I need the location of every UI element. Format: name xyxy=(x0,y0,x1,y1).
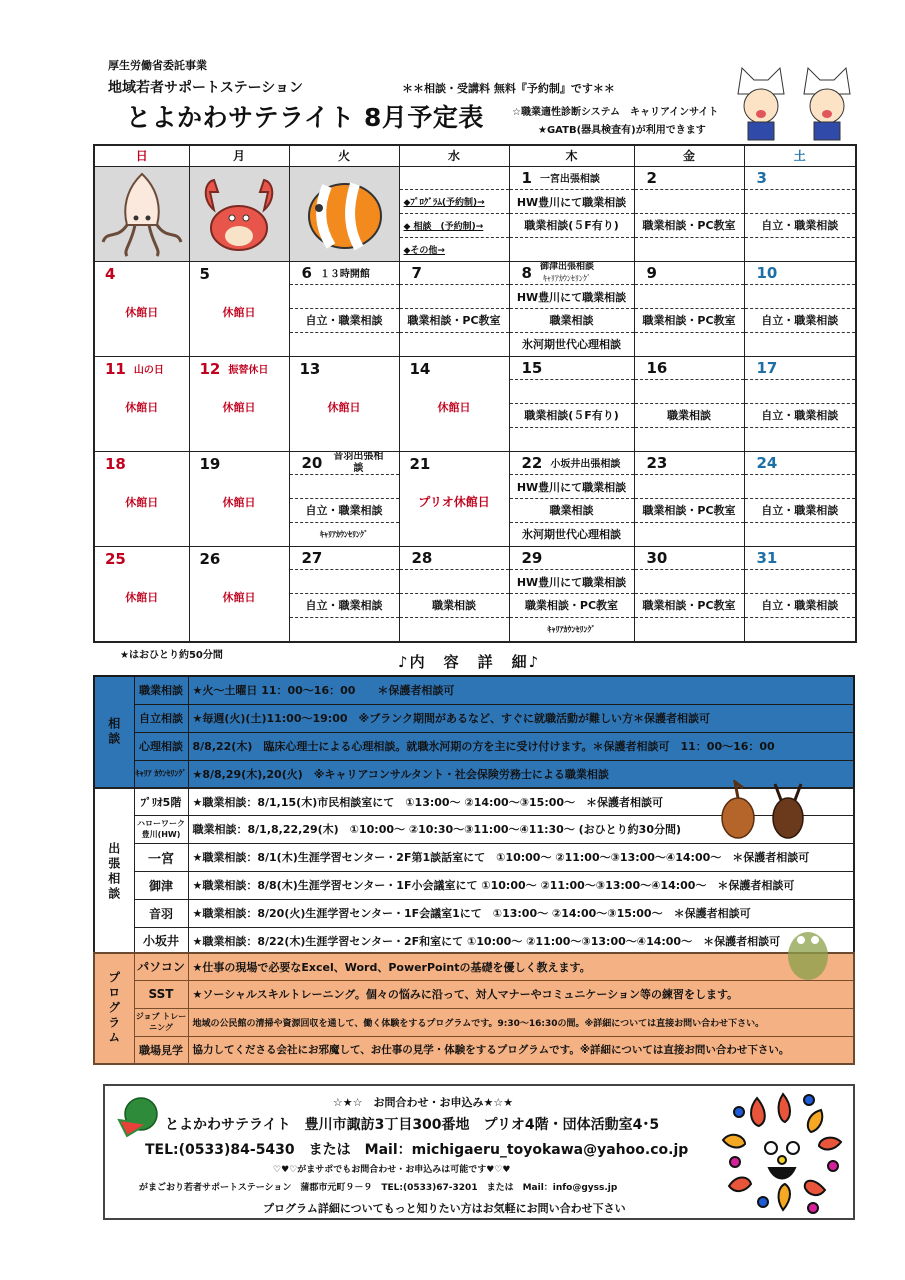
day-number: 6 xyxy=(301,263,312,282)
day-cell-11 xyxy=(95,357,189,451)
day-cell-15 xyxy=(510,357,634,451)
detail-row xyxy=(94,953,854,980)
day-slot xyxy=(745,427,856,451)
sponsor-label: 厚生労働省委託事業 xyxy=(108,59,207,72)
day-number: 28 xyxy=(411,548,433,567)
day-slot xyxy=(635,332,744,356)
week-row-5 xyxy=(94,546,856,642)
day-cell-9 xyxy=(635,262,744,356)
day-number: 14 xyxy=(409,359,431,378)
closed-label: 休館日 xyxy=(222,495,256,509)
day-slot xyxy=(635,522,744,546)
detail-label: ﾌﾟﾘｵ5階 xyxy=(134,788,188,815)
watermelon-icon xyxy=(117,1096,161,1138)
weekday-sat: 土 xyxy=(744,145,856,166)
day-slot xyxy=(745,617,856,641)
cat-mascots-icon xyxy=(732,64,860,142)
detail-text: 協力してくださる会社にお邪魔して、お仕事の見学・体験をするプログラムです。※詳細については直接お問い合わせ下さい。 xyxy=(188,1036,854,1064)
day-number: 22 xyxy=(521,453,543,472)
day-slot: 自立・職業相談 xyxy=(290,498,399,522)
day-slot: HW豊川にて職業相談 xyxy=(510,189,634,213)
day-slot xyxy=(745,284,856,308)
day-event-note: 小坂井出張相談 xyxy=(550,459,621,471)
holiday-name: 振替休日 xyxy=(228,365,269,376)
detail-text: ★火～土曜日 11：00～16：00 ＊保護者相談可 xyxy=(188,676,854,704)
day-number: 27 xyxy=(301,548,323,567)
day-cell-17 xyxy=(745,357,856,451)
details-title: ♪内 容 詳 細♪ xyxy=(398,653,541,671)
weekday-wed: 水 xyxy=(399,145,509,166)
detail-label: 自立相談 xyxy=(134,704,188,732)
day-slot xyxy=(635,237,744,261)
day-slot xyxy=(510,379,634,403)
day-slot xyxy=(745,237,856,261)
frog-icon xyxy=(783,926,833,984)
legend-program: ◆ﾌﾟﾛｸﾞﾗﾑ(予約制)→ xyxy=(400,189,509,213)
detail-text: ★職業相談：8/20(火)生涯学習センター・1F会議室1にて ①13:00～ ②14:00～③15:00～ ＊保護者相談可 xyxy=(188,899,854,927)
day-slot: ｷｬﾘｱｶｳﾝｾﾘﾝｸﾞ xyxy=(290,522,399,546)
beetles-icon xyxy=(713,780,813,842)
gatb-note-text: ★GATB(器具検査有)が利用できます xyxy=(538,125,706,136)
day-event-note: 音羽出張相談 xyxy=(333,451,384,474)
day-number: 31 xyxy=(756,548,778,567)
day-number: 13 xyxy=(299,359,321,378)
day-slot: 自立・職業相談 xyxy=(745,593,856,617)
day-cell-12 xyxy=(190,357,289,451)
contact-heading: ☆★☆ お問合わせ・お申込み★☆★ xyxy=(332,1096,514,1109)
contact-tel-mail[interactable]: TEL:(0533)84-5430 または Mail：michigaeru_toyokawa@yahoo.co.jp xyxy=(145,1142,689,1158)
week-row-1 xyxy=(94,166,856,261)
day-slot: 職業相談・PC教室 xyxy=(400,308,509,332)
detail-row xyxy=(94,704,854,732)
crab-icon xyxy=(190,167,289,261)
day-slot: 氷河期世代心理相談 xyxy=(510,332,634,356)
day-number: 29 xyxy=(521,548,543,567)
day-slot: 職業相談 xyxy=(400,593,509,617)
day-slot xyxy=(635,189,744,213)
colorful-flower-face-icon xyxy=(717,1090,847,1216)
day-cell-14 xyxy=(400,357,509,451)
day-number: 21 xyxy=(409,454,431,473)
contact-box xyxy=(103,1084,855,1220)
detail-row xyxy=(94,843,854,871)
day-cell-3 xyxy=(745,167,856,261)
day-slot: 職業相談(５F有り) xyxy=(510,403,634,427)
day-number: 30 xyxy=(646,548,668,567)
detail-row xyxy=(94,1008,854,1036)
day-slot xyxy=(635,617,744,641)
day-cell-10 xyxy=(745,262,856,356)
day-number: 26 xyxy=(199,549,221,568)
day-slot xyxy=(400,617,509,641)
day-slot xyxy=(400,284,509,308)
day-slot xyxy=(635,284,744,308)
day-cell-23 xyxy=(635,452,744,546)
day-cell-29 xyxy=(510,547,634,641)
day-cell-7 xyxy=(400,262,509,356)
day-slot: 職業相談(５F有り) xyxy=(510,213,634,237)
day-number: 12 xyxy=(199,359,221,378)
weekday-fri: 金 xyxy=(634,145,744,166)
calendar-legend xyxy=(400,167,509,261)
group-label-outreach: 出張相談 xyxy=(94,788,134,955)
day-slot: HW豊川にて職業相談 xyxy=(510,474,634,498)
closed-label: 休館日 xyxy=(125,495,159,509)
day-slot xyxy=(635,569,744,593)
day-number: 9 xyxy=(646,263,657,282)
day-slot xyxy=(745,379,856,403)
day-slot: 職業相談・PC教室 xyxy=(635,593,744,617)
day-event-note: 一宮出張相談 xyxy=(539,174,600,186)
detail-text: ★ソーシャルスキルトレーニング。個々の悩みに沿って、対人マナーやコミュニケーション等の練習をします。 xyxy=(188,980,854,1008)
day-cell-18 xyxy=(95,452,189,546)
day-slot xyxy=(290,284,399,308)
day-cell-20 xyxy=(290,452,399,546)
day-slot xyxy=(290,474,399,498)
day-number: 2 xyxy=(646,168,657,187)
detail-text: 職業相談：8/1,8,22,29(木) ①10:00～ ②10:30～③11:00～④11:30～ (おひとり約30分間) xyxy=(188,815,854,843)
day-cell-28 xyxy=(400,547,509,641)
detail-label: パソコン xyxy=(134,953,188,980)
detail-label: 小坂井 xyxy=(134,927,188,955)
day-slot xyxy=(745,332,856,356)
prio-closed-label: プリオ休館日 xyxy=(418,495,490,509)
detail-text: ★職業相談：8/1,15(木)市民相談室にて ①13:00～ ②14:00～③15:00～ ＊保護者相談可 xyxy=(188,788,854,815)
alt-station-info[interactable]: がまごおり若者サポートステーション 蒲郡市元町９－９ TEL:(0533)67-3201 または Mail：info@gyss.jp xyxy=(139,1183,618,1193)
calendar-table xyxy=(93,144,857,643)
detail-row xyxy=(94,676,854,704)
day-event-note: 御津出張相談 xyxy=(539,261,594,272)
day-slot: 自立・職業相談 xyxy=(745,403,856,427)
day-cell-19 xyxy=(190,452,289,546)
week-row-2 xyxy=(94,261,856,356)
detail-row xyxy=(94,732,854,760)
day-slot xyxy=(745,474,856,498)
day-slot: 職業相談・PC教室 xyxy=(635,213,744,237)
weekday-sun: 日 xyxy=(94,145,189,166)
day-cell-22 xyxy=(510,452,634,546)
detail-text: ★職業相談：8/22(木)生涯学習センター・2F和室にて ①10:00～ ②11:00～③13:00～④14:00～ ＊保護者相談可 xyxy=(188,927,854,955)
day-number: 15 xyxy=(521,358,543,377)
day-slot: HW豊川にて職業相談 xyxy=(510,569,634,593)
closed-label: 休館日 xyxy=(222,590,256,604)
day-slot: 自立・職業相談 xyxy=(745,213,856,237)
detail-label: ｷｬﾘｱ ｶｳﾝｾﾘﾝｸﾞ xyxy=(134,760,188,788)
day-event-note: １３時開館 xyxy=(319,269,370,281)
detail-row xyxy=(94,1036,854,1064)
day-number: 11 xyxy=(105,359,126,378)
squid-icon xyxy=(95,167,189,261)
day-number: 18 xyxy=(105,454,126,473)
free-note: ＊＊相談・受講料 無料『予約制』です＊＊ xyxy=(402,82,615,95)
day-slot: 職業相談・PC教室 xyxy=(510,593,634,617)
legend-other: ◆その他→ xyxy=(400,237,509,261)
day-number: 20 xyxy=(301,453,323,472)
day-slot xyxy=(635,474,744,498)
day-number: 19 xyxy=(199,454,221,473)
day-slot: 自立・職業相談 xyxy=(745,308,856,332)
contact-address: とよかわサテライト 豊川市諏訪3丁目300番地 プリオ4階・団体活動室4･5 xyxy=(165,1117,660,1133)
detail-text: ★職業相談：8/1(木)生涯学習センター・2F第1談話室にて ①10:00～ ②11:00～③13:00～④14:00～ ＊保護者相談可 xyxy=(188,843,854,871)
week-row-4 xyxy=(94,451,856,546)
day-number: 5 xyxy=(199,264,210,283)
detail-label: 心理相談 xyxy=(134,732,188,760)
day-cell-31 xyxy=(745,547,856,641)
day-number: 3 xyxy=(756,168,767,187)
day-slot xyxy=(510,237,634,261)
detail-row xyxy=(94,871,854,899)
detail-row xyxy=(94,927,854,955)
closed-label: 休館日 xyxy=(222,305,256,319)
group-label-consult: 相談 xyxy=(94,676,134,788)
day-cell-21 xyxy=(400,452,509,546)
detail-text: 地域の公民館の清掃や資源回収を通して、働く体験をするプログラムです。9:30～16:30の間。※詳細については直接お問い合わせ下さい。 xyxy=(188,1008,854,1036)
closed-label: 休館日 xyxy=(222,400,256,414)
detail-text: ★職業相談：8/8(木)生涯学習センター・1F小会議室にて ①10:00～ ②11:00～③13:00～④14:00～ ＊保護者相談可 xyxy=(188,871,854,899)
detail-text: ★毎週(火)(土)11:00～19:00 ※ブランク期間があるなど、すぐに就職活動が難しい方＊保護者相談可 xyxy=(188,704,854,732)
alt-contact-note: ♡♥♡がまサポでもお問合わせ・お申込みは可能です♥♡♥ xyxy=(273,1165,511,1175)
detail-text: 8/8,22(木) 臨床心理士による心理相談。就職氷河期の方を主に受け付けます。＊保護者相談可 11：00～16：00 xyxy=(188,732,854,760)
weekday-thu: 木 xyxy=(509,145,634,166)
day-number: 23 xyxy=(646,453,668,472)
day-slot: ｷｬﾘｱｶｳﾝｾﾘﾝｸﾞ xyxy=(510,617,634,641)
legend-consult: ◆ 相談 (予約制)→ xyxy=(400,213,509,237)
day-slot: 職業相談 xyxy=(510,498,634,522)
detail-row xyxy=(94,980,854,1008)
detail-text: ★8/8,29(木),20(火) ※キャリアコンサルタント・社会保険労務士による職業相談 xyxy=(188,760,854,788)
day-cell-13 xyxy=(290,357,399,451)
consult-details-table xyxy=(93,675,855,789)
day-slot: 氷河期世代心理相談 xyxy=(510,522,634,546)
day-slot: 職業相談・PC教室 xyxy=(635,498,744,522)
day-number: 25 xyxy=(105,549,126,568)
day-number: 4 xyxy=(105,264,116,283)
org-name: 地域若者サポートステーション xyxy=(108,80,304,96)
day-cell-5 xyxy=(190,262,289,356)
day-number: 16 xyxy=(646,358,668,377)
day-slot: 自立・職業相談 xyxy=(290,593,399,617)
group-label-program: プログラム xyxy=(94,953,134,1064)
week-row-3 xyxy=(94,356,856,451)
day-slot xyxy=(745,189,856,213)
career-insight-note: ☆職業適性診断システム キャリアインサイト xyxy=(512,107,719,118)
day-cell-16 xyxy=(635,357,744,451)
day-cell-24 xyxy=(745,452,856,546)
day-cell-25 xyxy=(95,547,189,641)
detail-label: ハローワーク 豊川(HW) xyxy=(134,815,188,843)
day-cell-4 xyxy=(95,262,189,356)
closed-label: 休館日 xyxy=(327,400,361,414)
closed-label: 休館日 xyxy=(125,400,159,414)
detail-label: 職業相談 xyxy=(134,676,188,704)
page-title: とよかわサテライト 8月予定表 xyxy=(126,103,484,132)
contact-footer: プログラム詳細についてもっと知りたい方はお気軽にお問い合わせ下さい xyxy=(263,1202,626,1215)
day-number: 24 xyxy=(756,453,778,472)
duration-note: ★はおひとり約50分間 xyxy=(120,650,223,661)
day-cell-6 xyxy=(290,262,399,356)
day-number: 17 xyxy=(756,358,778,377)
day-cell-26 xyxy=(190,547,289,641)
day-slot: 自立・職業相談 xyxy=(745,498,856,522)
day-slot xyxy=(290,569,399,593)
day-slot xyxy=(635,427,744,451)
closed-label: 休館日 xyxy=(125,590,159,604)
day-number: 8 xyxy=(521,263,532,282)
day-slot xyxy=(290,332,399,356)
day-cell-8 xyxy=(510,262,634,356)
clownfish-icon xyxy=(290,167,399,261)
detail-label: ジョブ トレーニング xyxy=(134,1008,188,1036)
detail-label: 職場見学 xyxy=(134,1036,188,1064)
day-slot xyxy=(745,522,856,546)
day-cell-1 xyxy=(510,167,634,261)
weekday-tue: 火 xyxy=(289,145,399,166)
closed-label: 休館日 xyxy=(125,305,159,319)
day-slot: HW豊川にて職業相談 xyxy=(510,284,634,308)
day-slot xyxy=(635,379,744,403)
detail-row xyxy=(94,899,854,927)
weekday-header-row xyxy=(94,145,856,166)
day-event-note-2: ｷｬﾘｱｶｳﾝｾﾘﾝｸﾞ xyxy=(542,273,591,283)
day-slot: 職業相談・PC教室 xyxy=(635,308,744,332)
weekday-mon: 月 xyxy=(189,145,289,166)
day-slot xyxy=(290,617,399,641)
day-slot xyxy=(400,569,509,593)
detail-label: 御津 xyxy=(134,871,188,899)
day-slot xyxy=(510,427,634,451)
day-slot: 自立・職業相談 xyxy=(290,308,399,332)
closed-label: 休館日 xyxy=(437,400,471,414)
day-cell-30 xyxy=(635,547,744,641)
detail-label: 音羽 xyxy=(134,899,188,927)
day-cell-2 xyxy=(635,167,744,261)
day-cell-27 xyxy=(290,547,399,641)
detail-label: 一宮 xyxy=(134,843,188,871)
detail-label: SST xyxy=(134,980,188,1008)
detail-text: ★仕事の現場で必要なExcel、Word、PowerPointの基礎を優しく教えます。 xyxy=(188,953,854,980)
holiday-name: 山の日 xyxy=(133,365,164,376)
day-slot xyxy=(745,569,856,593)
program-details-table xyxy=(93,952,855,1065)
day-number: 7 xyxy=(411,263,422,282)
day-slot: 職業相談 xyxy=(510,308,634,332)
day-slot xyxy=(400,332,509,356)
day-slot: 職業相談 xyxy=(635,403,744,427)
day-number: 10 xyxy=(756,263,778,282)
day-number: 1 xyxy=(521,168,532,187)
